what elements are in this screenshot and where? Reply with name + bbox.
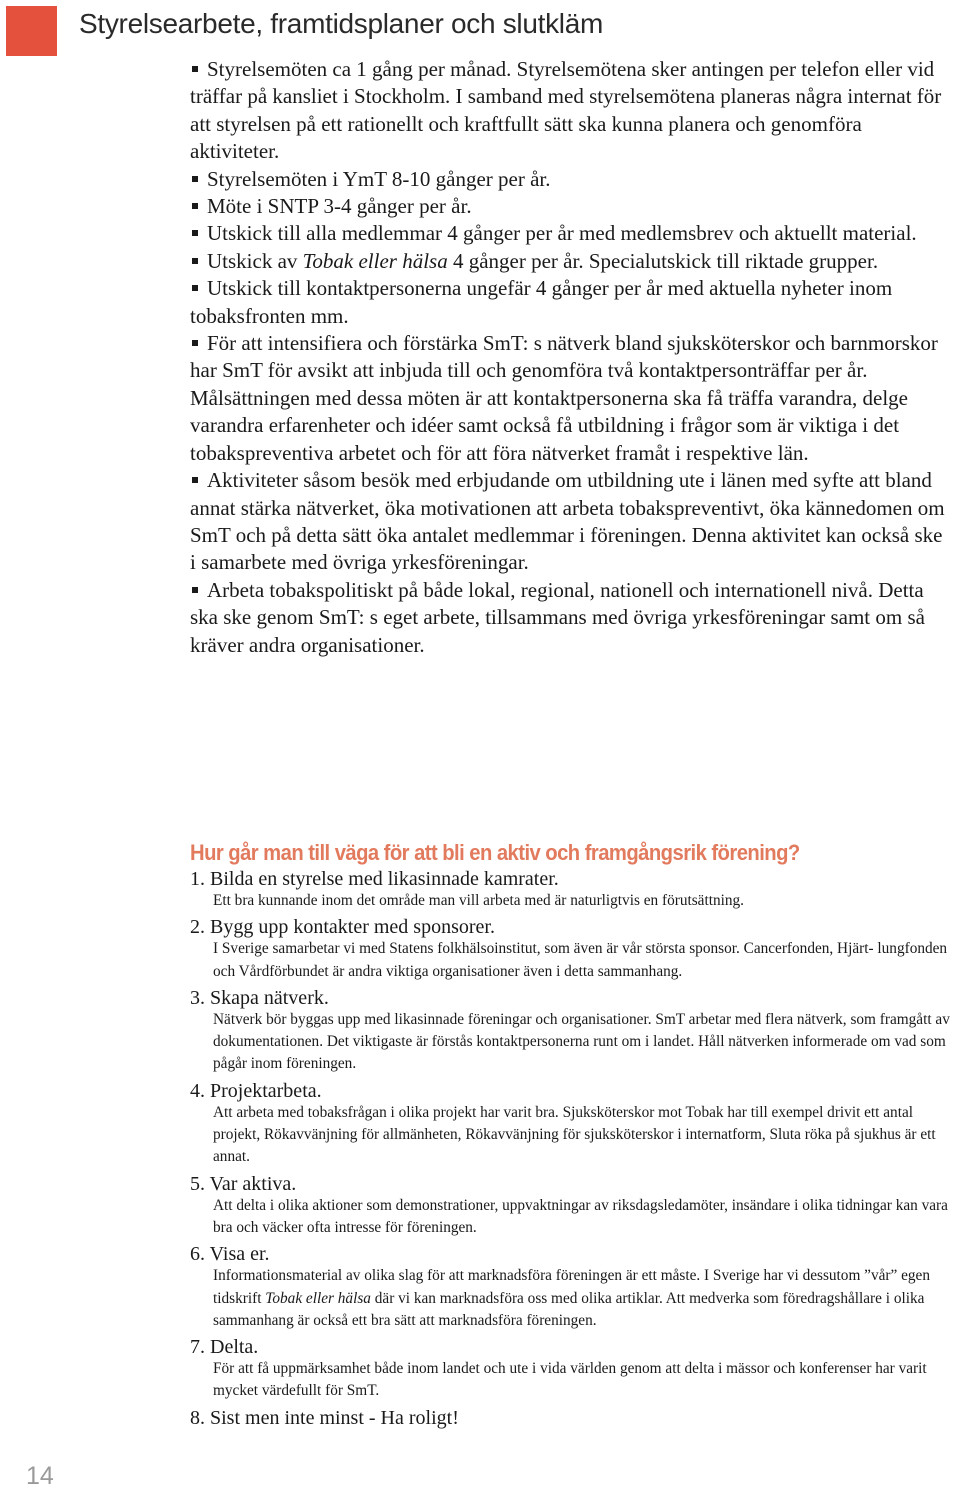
step-title: 8. Sist men inte minst - Ha roligt! [190, 1406, 459, 1429]
bullet-icon [192, 176, 198, 182]
bullet-item: Utskick av Tobak eller hälsa 4 gånger per år. Specialutskick till riktade grupper. [190, 248, 948, 275]
section-heading: Hur går man till väga för att bli en aktiv och framgångsrik förening? [190, 840, 800, 865]
step-item [190, 987, 950, 1076]
page-title: Styrelsearbete, framtidsplaner och slutkläm [79, 8, 603, 39]
bullet-list [190, 56, 948, 659]
bullet-item: Utskick till kontaktpersonerna ungefär 4 gånger per år med aktuella nyheter inom tobaksfronten mm. [190, 276, 893, 328]
bullet-icon [192, 587, 198, 593]
step-body: Nätverk bör byggas upp med likasinnade föreningar och organisationer. SmT arbetar med flera nätverk, som framgått av dokumentationen. Det viktigaste är förstås kontaktpersonerna runt om i landet. Håll nätverken informerade om vad som pågår inom föreningen. [213, 1010, 950, 1073]
step-item [190, 1243, 950, 1332]
step-title: 5. Var aktiva. [190, 1172, 297, 1195]
bullet-item: Aktiviteter såsom besök med erbjudande om utbildning ute i länen med syfte att bland annat stärka nätverket, öka motivationen att arbeta tobakspreventivt, öka kännedomen om SmT och på detta sätt öka antalet medlemmar i föreningen. Denna aktivitet kan också ske i samarbete med övriga yrkesföreningar. [190, 468, 945, 575]
step-body: Att arbeta med tobaksfrågan i olika projekt har varit bra. Sjuksköterskor mot Tobak har till exempel drivit ett antal projekt, Rökavvänjning för allmänheten, Rökavvänjning för sjuksköterskor i internatform, Sluta röka på sjukhus är ett annat. [213, 1103, 936, 1166]
page-number: 14 [26, 1462, 54, 1490]
bullet-icon [192, 230, 198, 236]
step-title: 7. Delta. [190, 1336, 259, 1359]
step-title: 6. Visa er. [190, 1243, 270, 1266]
bullet-item: Styrelsemöten ca 1 gång per månad. Styrelsemötena sker antingen per telefon eller vid träffar på kansliet i Stockholm. I samband med styrelsemötena planeras några internat för att styrelsen på ett rationellt och kraftfullt sätt ska kunna planera och genomföra aktiviteter. [190, 57, 942, 164]
accent-square [6, 6, 57, 56]
bullet-icon [192, 258, 198, 264]
step-title: 1. Bilda en styrelse med likasinnade kamrater. [190, 868, 559, 890]
step-body: Informationsmaterial av olika slag för att marknadsföra föreningen är ett måste. I Sverige har vi dessutom ”vår” egen tidskrift Tobak eller hälsa där vi kan marknadsföra oss med olika artiklar. Att medverka som föredragshållare i olika sammanhang är också ett bra sätt att marknadsföra föreningen. [213, 1267, 930, 1329]
step-body: Ett bra kunnande inom det område man vill arbeta med är naturligtvis en förutsättning. [213, 892, 744, 909]
step-title: 2. Bygg upp kontakter med sponsorer. [190, 916, 495, 939]
step-item [190, 868, 950, 912]
step-body: Att delta i olika aktioner som demonstrationer, uppvaktningar av riksdagsledamöter, insändare i olika tidningar kan vara bra och väcker ofta intresse för föreningen. [213, 1196, 948, 1236]
bullet-item: Utskick till alla medlemmar 4 gånger per år med medlemsbrev och aktuellt material. [190, 220, 948, 247]
step-body: För att få uppmärksamhet både inom landet och ute i vida världen genom att delta i mässor och konferenser har varit mycket värdefullt för SmT. [213, 1360, 927, 1400]
bullet-item: För att intensifiera och förstärka SmT: s nätverk bland sjuksköterskor och barnmorskor har SmT för avsikt att inbjuda till och genomföra två kontaktpersonträffar per år. Målsättningen med dessa möten är att kontaktpersonerna ska få träffa varandra, delge varandra erfarenheter och idéer samt också få utbildning i frågor som är viktiga i det tobakspreventiva arbetet och för att föra nätverket framåt i respektive län. [190, 331, 938, 465]
step-body: I Sverige samarbetar vi med Statens folkhälsoinstitut, som även är vår största sponsor. Cancerfonden, Hjärt- lungfonden och Vårdförbundet är andra viktiga organisationer även i detta sammanhang. [213, 940, 948, 980]
magazine-title: Tobak eller hälsa [265, 1289, 371, 1307]
steps-list [190, 868, 950, 1429]
step-item [190, 1336, 950, 1403]
step-title: 3. Skapa nätverk. [190, 986, 329, 1009]
step-item [190, 1080, 950, 1169]
bullet-item: Möte i SNTP 3-4 gånger per år. [190, 193, 948, 220]
step-item [190, 916, 950, 983]
step-item [190, 1173, 950, 1240]
bullet-icon [192, 340, 198, 346]
bullet-item: Styrelsemöten i YmT 8-10 gånger per år. [190, 166, 948, 193]
step-item [190, 1407, 950, 1429]
bullet-item: Arbeta tobakspolitiskt på både lokal, regional, nationell och internationell nivå. Detta ska ske genom SmT: s eget arbete, tillsammans med övriga yrkesföreningar samt om så kräver andra organisationer. [190, 577, 925, 657]
bullet-icon [192, 477, 198, 483]
step-title: 4. Projektarbeta. [190, 1079, 322, 1102]
bullet-icon [192, 285, 198, 291]
bullet-icon [192, 66, 198, 72]
magazine-title: Tobak eller hälsa [302, 248, 448, 273]
bullet-icon [192, 203, 198, 209]
